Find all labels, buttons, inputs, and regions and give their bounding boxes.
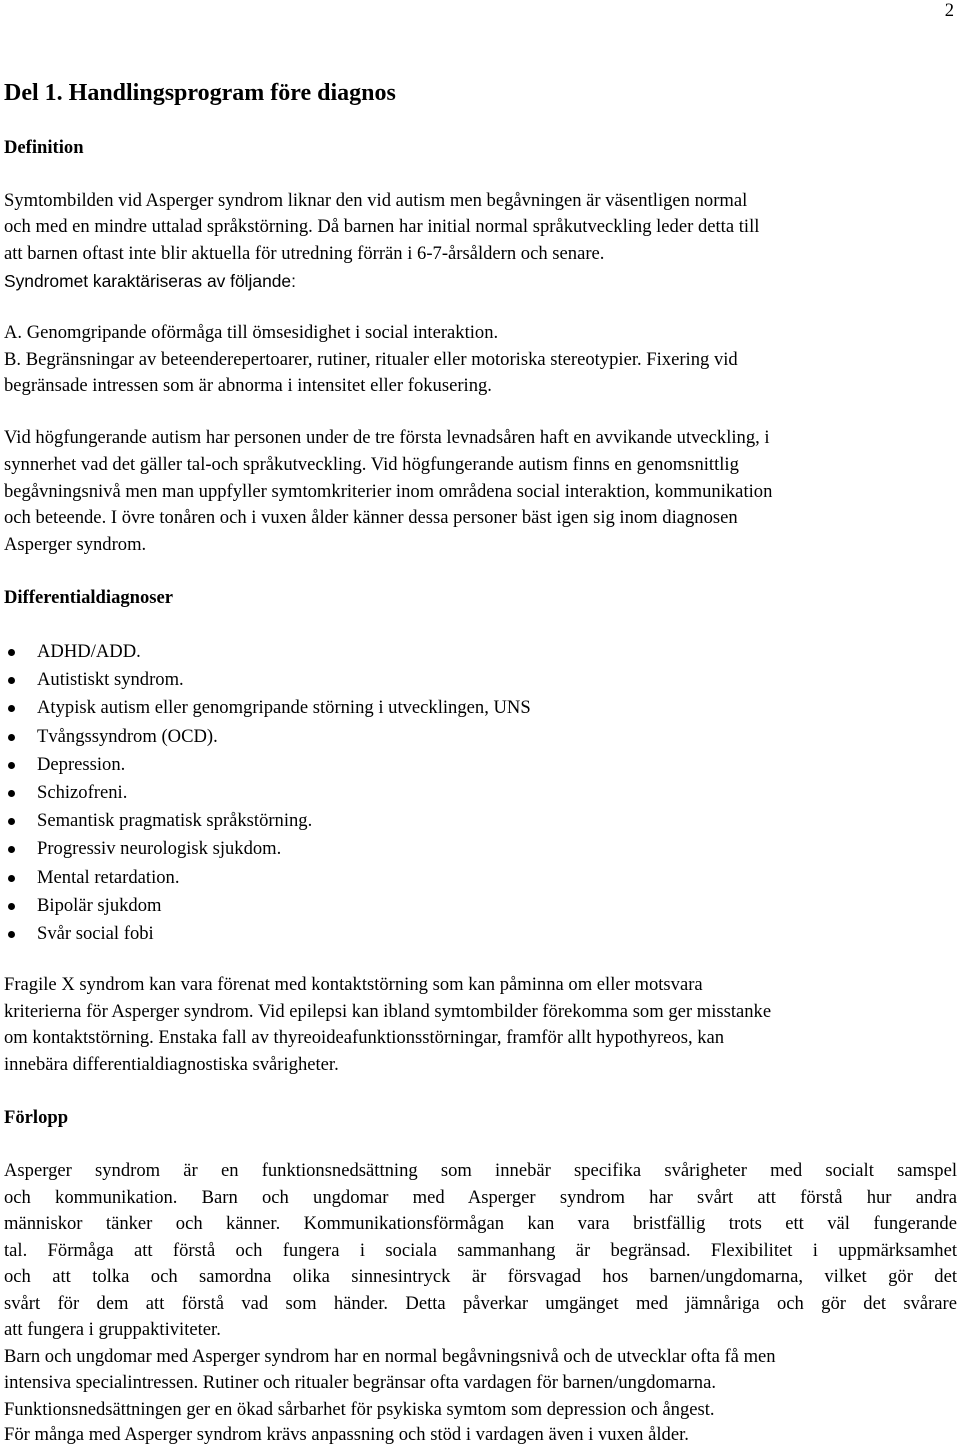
list-item: Bipolär sjukdom: [0, 892, 531, 920]
list-item: ADHD/ADD.: [0, 638, 531, 666]
bullet-icon: [8, 705, 15, 712]
text-line: Barn och ungdomar med Asperger syndrom har en normal begåvningsnivå och de utvecklar ofta få men: [4, 1346, 776, 1367]
page-title: Del 1. Handlingsprogram före diagnos: [4, 80, 396, 106]
text-line: Fragile X syndrom kan vara förenat med kontaktstörning som kan påminna om eller motsvara: [4, 974, 703, 995]
bullet-icon: [8, 677, 15, 684]
list-item: Tvångssyndrom (OCD).: [0, 723, 531, 751]
definition-heading: Definition: [4, 137, 84, 158]
text-line: och med en mindre uttalad språkstörning. Då barnen har initial normal språkutveckling leder detta till: [4, 216, 760, 237]
syndrome-line: Syndromet karaktäriseras av följande:: [4, 271, 296, 291]
forlopp-heading: Förlopp: [4, 1107, 69, 1128]
text-line: Asperger syndrom.: [4, 534, 147, 555]
bullet-icon: [8, 931, 15, 938]
text-line: Asperger syndrom är en funktionsnedsättning som innebär specifika svårigheter med socialt samspel: [4, 1160, 957, 1181]
text-line: För många med Asperger syndrom krävs anpassning och stöd i vardagen även i vuxen ålder.: [4, 1424, 689, 1445]
bullet-icon: [8, 734, 15, 741]
list-item: Progressiv neurologisk sjukdom.: [0, 835, 531, 863]
text-line: innebära differentialdiagnostiska svårigheter.: [4, 1054, 339, 1075]
text-line: intensiva specialintressen. Rutiner och ritualer begränsar ofta vardagen för barnen/ungdomarna.: [4, 1372, 716, 1393]
list-item: Mental retardation.: [0, 864, 531, 892]
text-line: Vid högfungerande autism har personen under de tre första levnadsåren haft en avvikande utveckling, i: [4, 427, 770, 448]
text-line: att barnen oftast inte blir aktuella för utredning förrän i 6-7-årsåldern och senare.: [4, 243, 605, 264]
list-item: Atypisk autism eller genomgripande störning i utvecklingen, UNS: [0, 694, 531, 722]
list-item: Semantisk pragmatisk språkstörning.: [0, 807, 531, 835]
differential-heading: Differentialdiagnoser: [4, 587, 174, 608]
page-number: 2: [944, 0, 954, 21]
bullet-icon: [8, 818, 15, 825]
criterion-b-cont: begränsade intressen som är abnorma i intensitet eller fokusering.: [4, 375, 492, 396]
text-line: att fungera i gruppaktiviteter.: [4, 1319, 221, 1340]
text-line: människor tänker och känner. Kommunikationsförmågan kan vara bristfällig trots ett väl fungerande: [4, 1213, 957, 1234]
text-line: begåvningsnivå men man uppfyller symtomkriterier inom områdena social interaktion, kommunikation: [4, 481, 773, 502]
text-line: synnerhet vad det gäller tal-och språkutveckling. Vid högfungerande autism finns en genomsnittlig: [4, 454, 739, 475]
bullet-icon: [8, 875, 15, 882]
text-line: Funktionsnedsättningen ger en ökad sårbarhet för psykiska symtom som depression och ångest.: [4, 1399, 715, 1420]
bullet-icon: [8, 903, 15, 910]
text-line: om kontaktstörning. Enstaka fall av thyreoideafunktionsstörningar, framför allt hypothyreos, kan: [4, 1027, 725, 1048]
differential-list: [0, 638, 531, 948]
text-line: svårt för dem att förstå vad som händer. Detta påverkar umgänget med jämnåriga och gör det svårare: [4, 1293, 957, 1314]
text-line: och kommunikation. Barn och ungdomar med Asperger syndrom har svårt att förstå hur andra: [4, 1187, 957, 1208]
bullet-icon: [8, 762, 15, 769]
list-item: Depression.: [0, 751, 531, 779]
list-item: Autistiskt syndrom.: [0, 666, 531, 694]
text-line: och beteende. I övre tonåren och i vuxen ålder känner dessa personer bäst igen sig inom diagnosen: [4, 507, 738, 528]
list-item: Svår social fobi: [0, 920, 531, 948]
list-item: Schizofreni.: [0, 779, 531, 807]
criterion-a: A. Genomgripande oförmåga till ömsesidighet i social interaktion.: [4, 322, 499, 343]
bullet-icon: [8, 846, 15, 853]
text-line: tal. Förmåga att förstå och fungera i sociala sammanhang är begränsad. Flexibilitet i uppmärksamhet: [4, 1240, 957, 1261]
criterion-b: B. Begränsningar av beteenderepertoarer, rutiner, ritualer eller motoriska stereotypier. Fixering vid: [4, 349, 738, 370]
text-line: och att tolka och samordna olika sinnesintryck är försvagad hos barnen/ungdomarna, vilket gör det: [4, 1266, 957, 1287]
bullet-icon: [8, 790, 15, 797]
text-line: Symtombilden vid Asperger syndrom liknar den vid autism men begåvningen är väsentligen normal: [4, 190, 748, 211]
bullet-icon: [8, 649, 15, 656]
text-line: kriterierna för Asperger syndrom. Vid epilepsi kan ibland symtombilder förekomma som ger misstanke: [4, 1001, 772, 1022]
